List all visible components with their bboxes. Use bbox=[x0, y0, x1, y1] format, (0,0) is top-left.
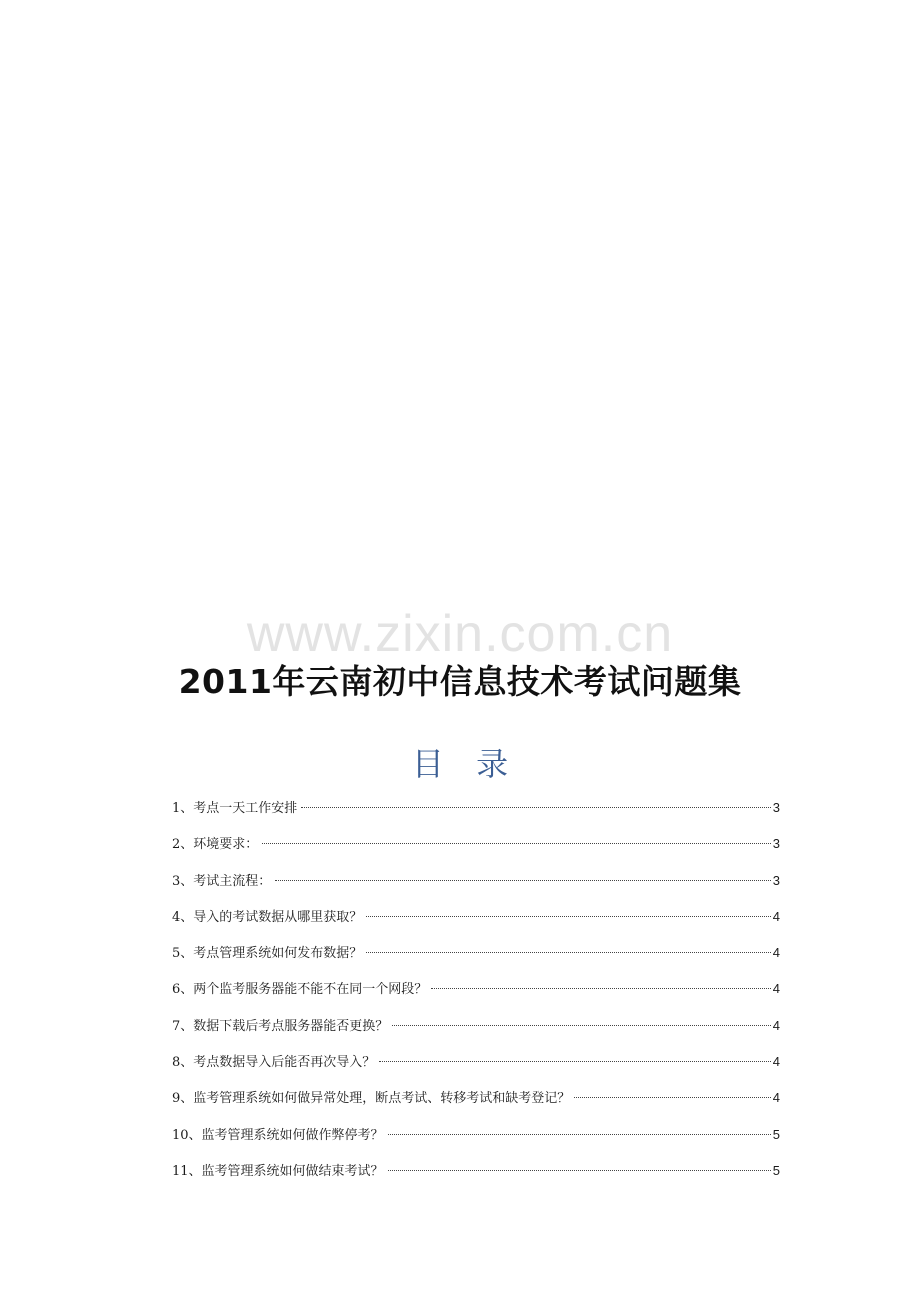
toc-entry[interactable] bbox=[172, 863, 780, 899]
toc-entry-label: 6、两个监考服务器能不能不在同一个网段？ bbox=[172, 982, 428, 998]
toc-entry-page: 4 bbox=[772, 945, 780, 961]
toc-entry-label: 1、考点一天工作安排 bbox=[172, 801, 298, 816]
toc-entry-page: 3 bbox=[772, 800, 780, 815]
toc-leader-dots bbox=[388, 1134, 771, 1135]
toc-entry[interactable] bbox=[172, 1044, 780, 1080]
toc-entry-page: 4 bbox=[772, 1054, 780, 1070]
toc-entry-label: 4、导入的考试数据从哪里获取？ bbox=[172, 909, 363, 925]
toc-entry-label: 2、环境要求： bbox=[172, 837, 259, 853]
toc-entry-label: 5、考点管理系统如何发布数据？ bbox=[172, 946, 363, 962]
toc-leader-dots bbox=[379, 1061, 770, 1062]
toc-entry[interactable] bbox=[172, 971, 780, 1007]
toc-leader-dots bbox=[574, 1097, 770, 1098]
toc-entry[interactable] bbox=[172, 1117, 780, 1153]
toc-entry-page: 4 bbox=[772, 981, 780, 997]
toc-leader-dots bbox=[262, 843, 770, 844]
toc-entry[interactable] bbox=[172, 790, 780, 826]
toc-entry-label: 8、考点数据导入后能否再次导入？ bbox=[172, 1055, 376, 1071]
toc-leader-dots bbox=[275, 880, 770, 881]
toc-entry[interactable] bbox=[172, 899, 780, 935]
toc-heading: 目 录 bbox=[411, 745, 509, 783]
toc-leader-dots bbox=[366, 952, 770, 953]
toc-entry-label: 9、监考管理系统如何做异常处理，断点考试、转移考试和缺考登记？ bbox=[172, 1091, 571, 1107]
toc-entry[interactable] bbox=[172, 1153, 780, 1189]
toc-entry[interactable] bbox=[172, 1080, 780, 1116]
table-of-contents bbox=[172, 790, 780, 1189]
toc-entry[interactable] bbox=[172, 826, 780, 862]
toc-entry-page: 5 bbox=[772, 1126, 780, 1142]
toc-entry-label: 10、监考管理系统如何做作弊停考？ bbox=[172, 1127, 384, 1143]
document-title: 2011年云南初中信息技术考试问题集 bbox=[178, 662, 742, 701]
toc-entry[interactable] bbox=[172, 1008, 780, 1044]
toc-entry-page: 3 bbox=[772, 836, 780, 852]
toc-entry-page: 4 bbox=[772, 1090, 780, 1106]
toc-entry[interactable] bbox=[172, 935, 780, 971]
toc-entry-page: 5 bbox=[772, 1162, 780, 1178]
toc-entry-label: 7、数据下载后考点服务器能否更换？ bbox=[172, 1018, 389, 1034]
toc-leader-dots bbox=[431, 988, 770, 989]
toc-entry-page: 3 bbox=[772, 872, 780, 888]
toc-leader-dots bbox=[388, 1170, 771, 1171]
watermark: www.zixin.com.cn bbox=[246, 605, 674, 663]
toc-entry-label: 3、考试主流程： bbox=[172, 873, 272, 889]
toc-entry-label: 11、监考管理系统如何做结束考试？ bbox=[172, 1163, 384, 1179]
toc-entry-page: 4 bbox=[772, 908, 780, 924]
toc-leader-dots bbox=[366, 916, 770, 917]
toc-leader-dots bbox=[392, 1025, 770, 1026]
toc-leader-dots bbox=[301, 807, 770, 808]
toc-entry-page: 4 bbox=[772, 1017, 780, 1033]
